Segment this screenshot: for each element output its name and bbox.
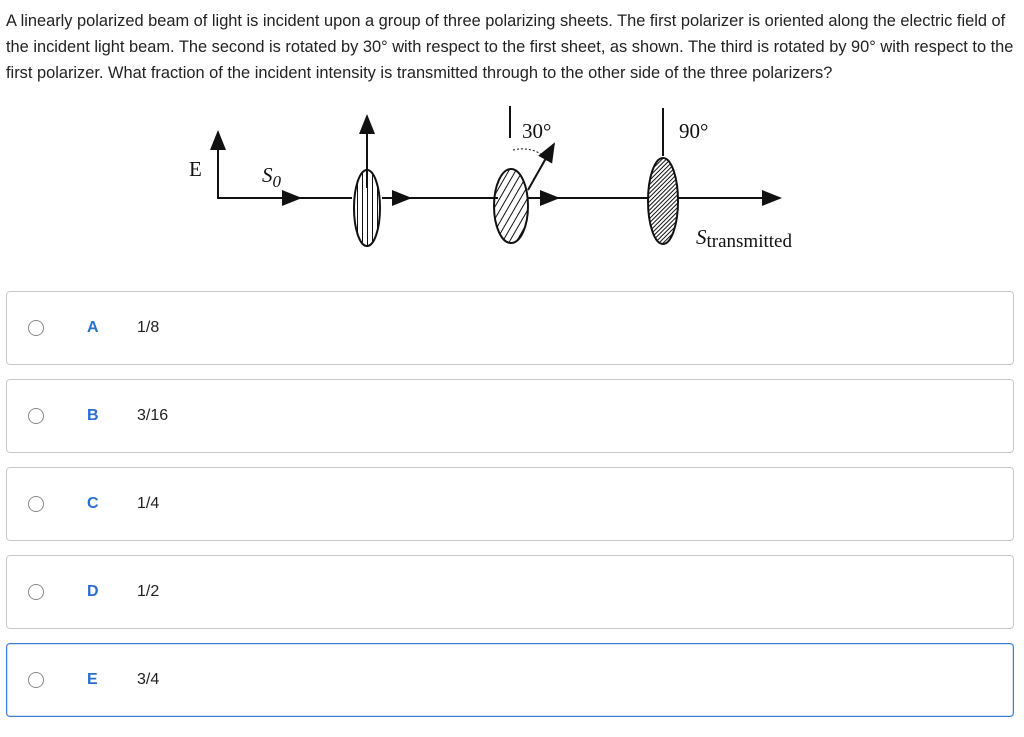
polarizer-2 (494, 169, 528, 243)
e-label: E (189, 157, 202, 181)
polarizer-diagram (0, 98, 1024, 268)
radio-button[interactable] (28, 320, 44, 336)
polarizer-3 (648, 158, 678, 244)
angle-arc-30 (513, 149, 544, 156)
radio-button[interactable] (28, 408, 44, 424)
choice-letter: B (87, 407, 99, 424)
choice-letter: D (87, 583, 99, 600)
choice-letter: A (87, 319, 99, 336)
choice-letter: E (87, 671, 98, 688)
radio-button[interactable] (28, 584, 44, 600)
choice-c[interactable] (6, 467, 1014, 541)
choice-value: 1/8 (137, 319, 160, 336)
choice-letter: C (87, 495, 99, 512)
choice-value: 3/16 (137, 407, 169, 424)
choice-b[interactable] (6, 379, 1014, 453)
polarizer-2-tilted-axis (528, 144, 554, 190)
s0-label: $S_0$ (262, 163, 281, 191)
angle-label-90: 90° (679, 119, 709, 143)
choice-a[interactable] (6, 291, 1014, 365)
angle-label-30: 30° (522, 119, 552, 143)
choice-e[interactable] (6, 643, 1014, 717)
choice-value: 1/4 (137, 495, 160, 512)
radio-button[interactable] (28, 672, 44, 688)
choice-value: 3/4 (137, 671, 160, 688)
choice-d[interactable] (6, 555, 1014, 629)
radio-button[interactable] (28, 496, 44, 512)
s-transmitted-label: Stransmitted (696, 225, 792, 252)
question-text: A linearly polarized beam of light is incident upon a group of three polarizing sheets. The first polarizer is oriented along the electric field of the incident light beam. The second is rotated by 30° with respect to the first sheet, as shown. The third is rotated by 90° with respect to the first polarizer. What fraction of the incident intensity is transmitted through to the other side of the three polarizers? (6, 12, 1014, 82)
choice-value: 1/2 (137, 583, 160, 600)
